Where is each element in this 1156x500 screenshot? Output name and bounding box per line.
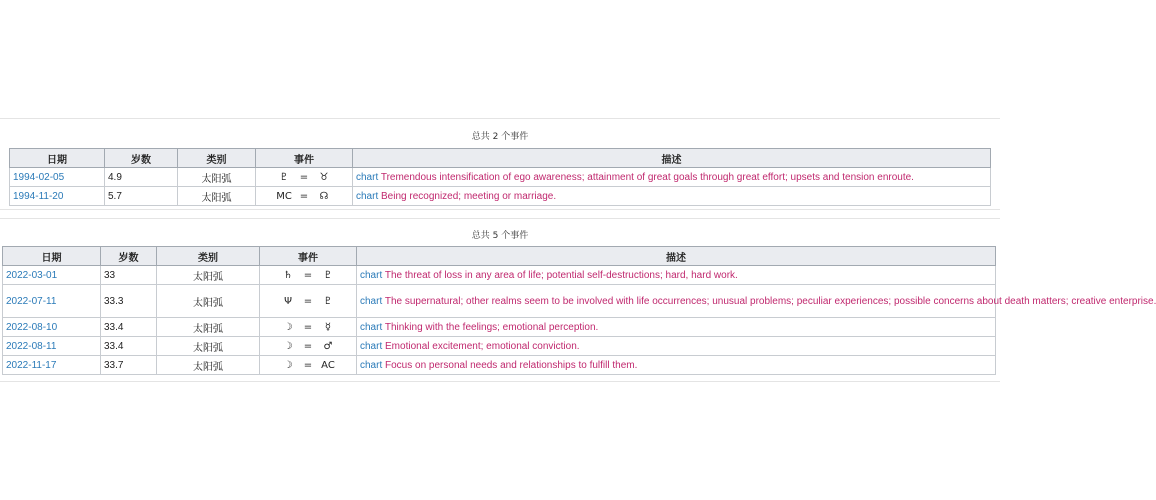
equals-sign: = bbox=[303, 359, 313, 371]
table-row bbox=[3, 318, 996, 337]
date-cell bbox=[3, 337, 101, 356]
description-cell bbox=[357, 266, 996, 285]
description-cell bbox=[357, 285, 1156, 318]
equals-sign: = bbox=[303, 269, 313, 281]
mars-icon: ♂ bbox=[323, 340, 333, 352]
event-cell bbox=[260, 318, 357, 337]
pluto-icon: ♇ bbox=[323, 295, 333, 307]
kind-cell: 太阳弧 bbox=[178, 187, 256, 206]
chart-link[interactable]: chart bbox=[360, 295, 383, 307]
neptune-icon: Ψ bbox=[284, 295, 292, 307]
date-link[interactable]: 1994-02-05 bbox=[13, 171, 65, 183]
age-cell: 5.7 bbox=[105, 187, 178, 206]
col-header-date[interactable]: 日期 bbox=[10, 149, 105, 168]
event-cell bbox=[260, 356, 357, 375]
event-cell bbox=[256, 168, 353, 187]
kind-cell: 太阳弧 bbox=[178, 168, 256, 187]
chart-link[interactable]: chart bbox=[360, 340, 383, 352]
col-header-kind[interactable]: 类别 bbox=[157, 247, 260, 266]
col-header-event[interactable]: 事件 bbox=[256, 149, 353, 168]
col-header-desc[interactable]: 描述 bbox=[353, 149, 991, 168]
event-cell bbox=[260, 285, 357, 318]
mercury-icon: ☿ bbox=[324, 321, 332, 333]
age-cell: 4.9 bbox=[105, 168, 178, 187]
col-header-kind[interactable]: 类别 bbox=[178, 149, 256, 168]
equals-sign: = bbox=[303, 321, 313, 333]
chart-link[interactable]: chart bbox=[360, 321, 383, 333]
age-cell: 33 bbox=[101, 266, 157, 285]
north-node-icon: ☊ bbox=[319, 190, 329, 202]
description-text: The supernatural; other realms seem to be involved with life occurrences; unusual problems; peculiar experiences; possible concerns about death matters; creative enterprise. bbox=[384, 295, 1156, 307]
kind-cell: 太阳弧 bbox=[157, 337, 260, 356]
table-caption: 总共 5 个事件 bbox=[471, 231, 529, 241]
table-row bbox=[10, 168, 991, 187]
equals-sign: = bbox=[303, 295, 313, 307]
taurus-icon: ♉ bbox=[319, 171, 329, 183]
age-cell: 33.4 bbox=[101, 318, 157, 337]
kind-cell: 太阳弧 bbox=[157, 318, 260, 337]
age-cell: 33.4 bbox=[101, 337, 157, 356]
chart-link[interactable]: chart bbox=[356, 190, 379, 202]
description-cell bbox=[357, 356, 996, 375]
midheaven-label: MC bbox=[276, 190, 292, 202]
date-cell bbox=[3, 266, 101, 285]
chart-link[interactable]: chart bbox=[360, 269, 383, 281]
description-cell bbox=[353, 168, 991, 187]
table-header-row bbox=[3, 247, 996, 266]
chart-link[interactable]: chart bbox=[356, 171, 379, 183]
moon-icon: ☽ bbox=[283, 321, 293, 333]
description-text: Emotional excitement; emotional conviction. bbox=[385, 340, 580, 352]
table-row bbox=[3, 285, 996, 318]
age-cell: 33.3 bbox=[101, 285, 157, 318]
date-link[interactable]: 2022-08-11 bbox=[6, 340, 57, 352]
moon-icon: ☽ bbox=[283, 359, 293, 371]
moon-icon: ☽ bbox=[283, 340, 293, 352]
date-cell bbox=[3, 318, 101, 337]
table-row bbox=[3, 266, 996, 285]
events-panel-2 bbox=[0, 218, 1156, 382]
col-header-event[interactable]: 事件 bbox=[260, 247, 357, 266]
table-row bbox=[10, 187, 991, 206]
saturn-icon: ♄ bbox=[283, 269, 293, 281]
date-cell bbox=[3, 356, 101, 375]
date-link[interactable]: 2022-11-17 bbox=[6, 359, 57, 371]
col-header-age[interactable]: 岁数 bbox=[101, 247, 157, 266]
date-cell bbox=[3, 285, 101, 318]
equals-sign: = bbox=[299, 190, 309, 202]
kind-cell: 太阳弧 bbox=[157, 266, 260, 285]
date-cell bbox=[10, 168, 105, 187]
description-text: Focus on personal needs and relationships to fulfill them. bbox=[385, 359, 638, 371]
events-table-1 bbox=[9, 148, 991, 206]
description-text: Being recognized; meeting or marriage. bbox=[381, 190, 557, 202]
date-link[interactable]: 2022-08-10 bbox=[6, 321, 58, 333]
col-header-age[interactable]: 岁数 bbox=[105, 149, 178, 168]
description-cell bbox=[357, 318, 996, 337]
date-link[interactable]: 2022-03-01 bbox=[6, 269, 58, 281]
ascendant-label: AC bbox=[321, 359, 335, 371]
events-panel-1 bbox=[0, 118, 1000, 210]
description-cell bbox=[353, 187, 991, 206]
pluto-icon: ♇ bbox=[279, 171, 289, 183]
description-text: Thinking with the feelings; emotional perception. bbox=[384, 321, 599, 333]
events-table-2 bbox=[2, 246, 1156, 375]
pluto-icon: ♇ bbox=[323, 269, 333, 281]
table-header-row bbox=[10, 149, 991, 168]
chart-link[interactable]: chart bbox=[360, 359, 383, 371]
table-row bbox=[3, 356, 996, 375]
description-text: Tremendous intensification of ego awareness; attainment of great goals through great effort; upsets and tension enroute. bbox=[380, 171, 914, 183]
kind-cell: 太阳弧 bbox=[157, 356, 260, 375]
equals-sign: = bbox=[299, 171, 309, 183]
description-cell bbox=[357, 337, 996, 356]
description-text: The threat of loss in any area of life; potential self-destructions; hard, hard work. bbox=[384, 269, 738, 281]
event-cell bbox=[256, 187, 353, 206]
kind-cell: 太阳弧 bbox=[157, 285, 260, 318]
table-row bbox=[3, 337, 996, 356]
col-header-date[interactable]: 日期 bbox=[3, 247, 101, 266]
age-cell: 33.7 bbox=[101, 356, 157, 375]
event-cell bbox=[260, 266, 357, 285]
date-link[interactable]: 1994-11-20 bbox=[13, 190, 64, 202]
col-header-desc[interactable]: 描述 bbox=[357, 247, 996, 266]
date-link[interactable]: 2022-07-11 bbox=[6, 295, 57, 307]
event-cell bbox=[260, 337, 357, 356]
table-caption: 总共 2 个事件 bbox=[471, 132, 529, 142]
equals-sign: = bbox=[303, 340, 313, 352]
date-cell bbox=[10, 187, 105, 206]
